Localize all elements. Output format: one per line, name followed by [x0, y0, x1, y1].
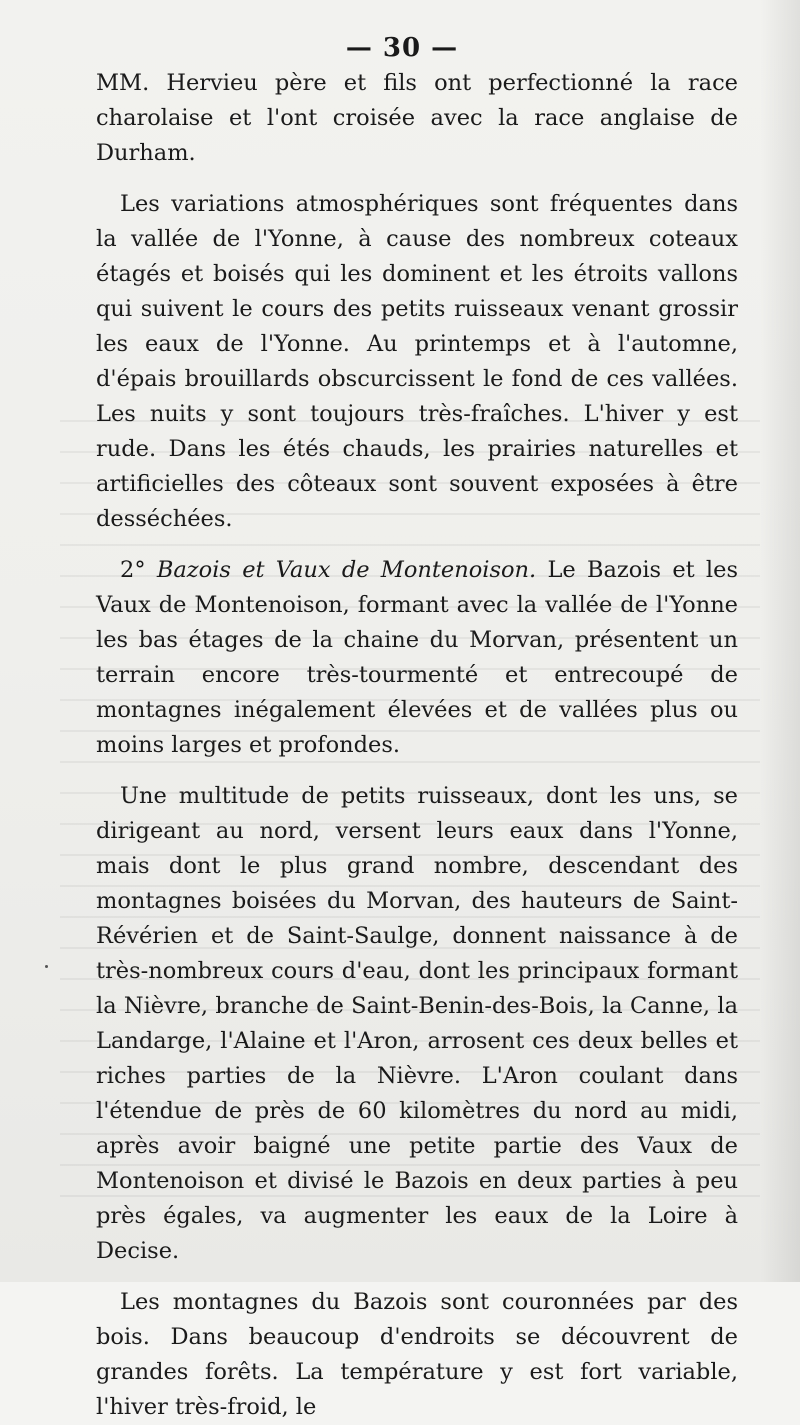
- paragraph-1: MM. Hervieu père et fils ont perfectionné la race charolaise et l'ont croisée avec la race anglaise de Durham.: [96, 70, 738, 166]
- paragraph-2: Les variations atmosphériques sont fréquentes dans la vallée de l'Yonne, à cause des nombreux coteaux étagés et boisés qui les dominent et les étroits vallons qui suivent le cours des petits ruisseaux venant grossir les eaux de l'Yonne. Au printemps et à l'automne, d'épais brouillards obscurcissent le fond de ces vallées. Les nuits y sont toujours très-fraîches. L'hiver y est rude. Dans les étés chauds, les prairies naturelles et artificielles des côteaux sont souvent exposées à être desséchées.: [96, 191, 738, 532]
- body-text: [96, 66, 738, 1425]
- paragraph-5: Les montagnes du Bazois sont couronnées par des bois. Dans beaucoup d'endroits se découvrent de grandes forêts. La température y est fort variable, l'hiver très-froid, le: [96, 1289, 738, 1420]
- paragraph-4: Une multitude de petits ruisseaux, dont les uns, se dirigeant au nord, versent leurs eaux dans l'Yonne, mais dont le plus grand nombre, descendant des montagnes boisées du Morvan, des hauteurs de Saint-Révérien et de Saint-Saulge, donnent naissance à de très-nombreux cours d'eau, dont les principaux formant la Nièvre, branche de Saint-Benin-des-Bois, la Canne, la Landarge, l'Alaine et l'Aron, arrosent ces deux belles et riches parties de la Nièvre. L'Aron coulant dans l'étendue de près de 60 kilomètres du nord au midi, après avoir baigné une petite partie des Vaux de Montenoison et divisé le Bazois en deux parties à peu près égales, va augmenter les eaux de la Loire à Decise.: [96, 783, 738, 1264]
- page-edge-shadow: [760, 0, 800, 1282]
- ink-speck: [45, 965, 48, 968]
- section-number: 2°: [120, 557, 146, 583]
- section-heading: Bazois et Vaux de Montenoison.: [156, 557, 537, 583]
- paragraph-3-body: Le Bazois et les Vaux de Montenoison, formant avec la vallée de l'Yonne les bas étages de la chaine du Morvan, présentent un terrain encore très-tourmenté et entrecoupé de montagnes inégalement élevées et de vallées plus ou moins larges et profondes.: [96, 557, 738, 758]
- page-number: — 30 —: [345, 33, 459, 63]
- paragraph-3: [96, 553, 738, 763]
